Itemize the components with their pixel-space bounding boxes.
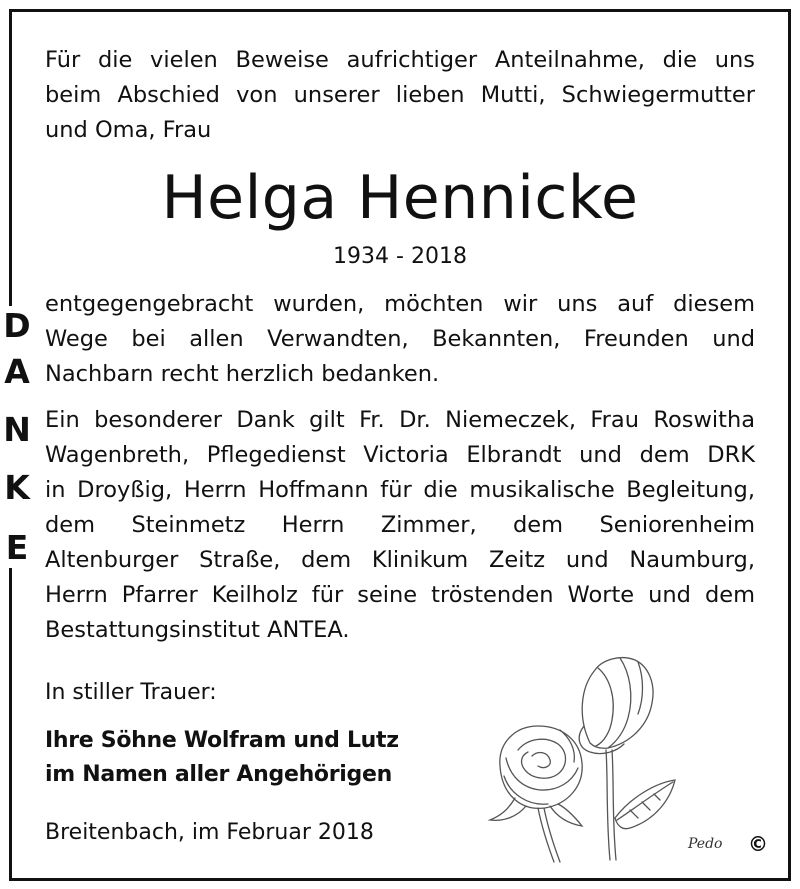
rose-drawing-icon (470, 648, 710, 863)
special-line: Herrn Pfarrer Keilholz für seine tröstenden Worte und dem (45, 582, 755, 608)
intro-line: und Oma, Frau (45, 117, 212, 143)
family-line: Ihre Söhne Wolfram und Lutz (45, 728, 399, 753)
intro-paragraph (45, 43, 755, 148)
danke-letter: E (5, 528, 29, 567)
intro-line: beim Abschied von unserer lieben Mutti, Schwiegermutter (45, 82, 755, 108)
place-date: Breitenbach, im Februar 2018 (45, 820, 374, 845)
special-line: Wagenbreth, Pflegedienst Victoria Elbrandt und dem DRK (45, 442, 755, 468)
artist-signature: Pedo (688, 836, 723, 852)
thanks-line: entgegengebracht wurden, möchten wir uns auf diesem (45, 291, 755, 317)
danke-vertical-label (0, 306, 36, 568)
deceased-name: Helga Hennicke (161, 163, 639, 233)
copyright-mark: © (748, 832, 768, 856)
special-line: Ein besonderer Dank gilt Fr. Dr. Niemeczek, Frau Roswitha (45, 407, 755, 433)
thanks-paragraph (45, 287, 755, 392)
danke-letter: N (3, 410, 31, 449)
danke-letter: D (3, 306, 31, 345)
danke-letter: K (4, 468, 30, 507)
thanks-line: Nachbarn recht herzlich bedanken. (45, 361, 440, 387)
special-line: Altenburger Straße, dem Klinikum Zeitz und Naumburg, (45, 547, 755, 573)
special-line: dem Steinmetz Herrn Zimmer, dem Seniorenheim (45, 512, 755, 538)
intro-line: Für die vielen Beweise aufrichtiger Anteilnahme, die uns (45, 47, 755, 73)
danke-letter: A (4, 352, 30, 391)
life-years: 1934 - 2018 (333, 244, 467, 269)
special-line: Bestattungsinstitut ANTEA. (45, 617, 350, 643)
special-line: in Droyßig, Herrn Hoffmann für die musikalische Begleitung, (45, 477, 755, 503)
thanks-line: Wege bei allen Verwandten, Bekannten, Freunden und (45, 326, 755, 352)
family-line: im Namen aller Angehörigen (45, 762, 392, 787)
mourning-label: In stiller Trauer: (45, 680, 217, 705)
special-thanks-paragraph (45, 403, 755, 648)
